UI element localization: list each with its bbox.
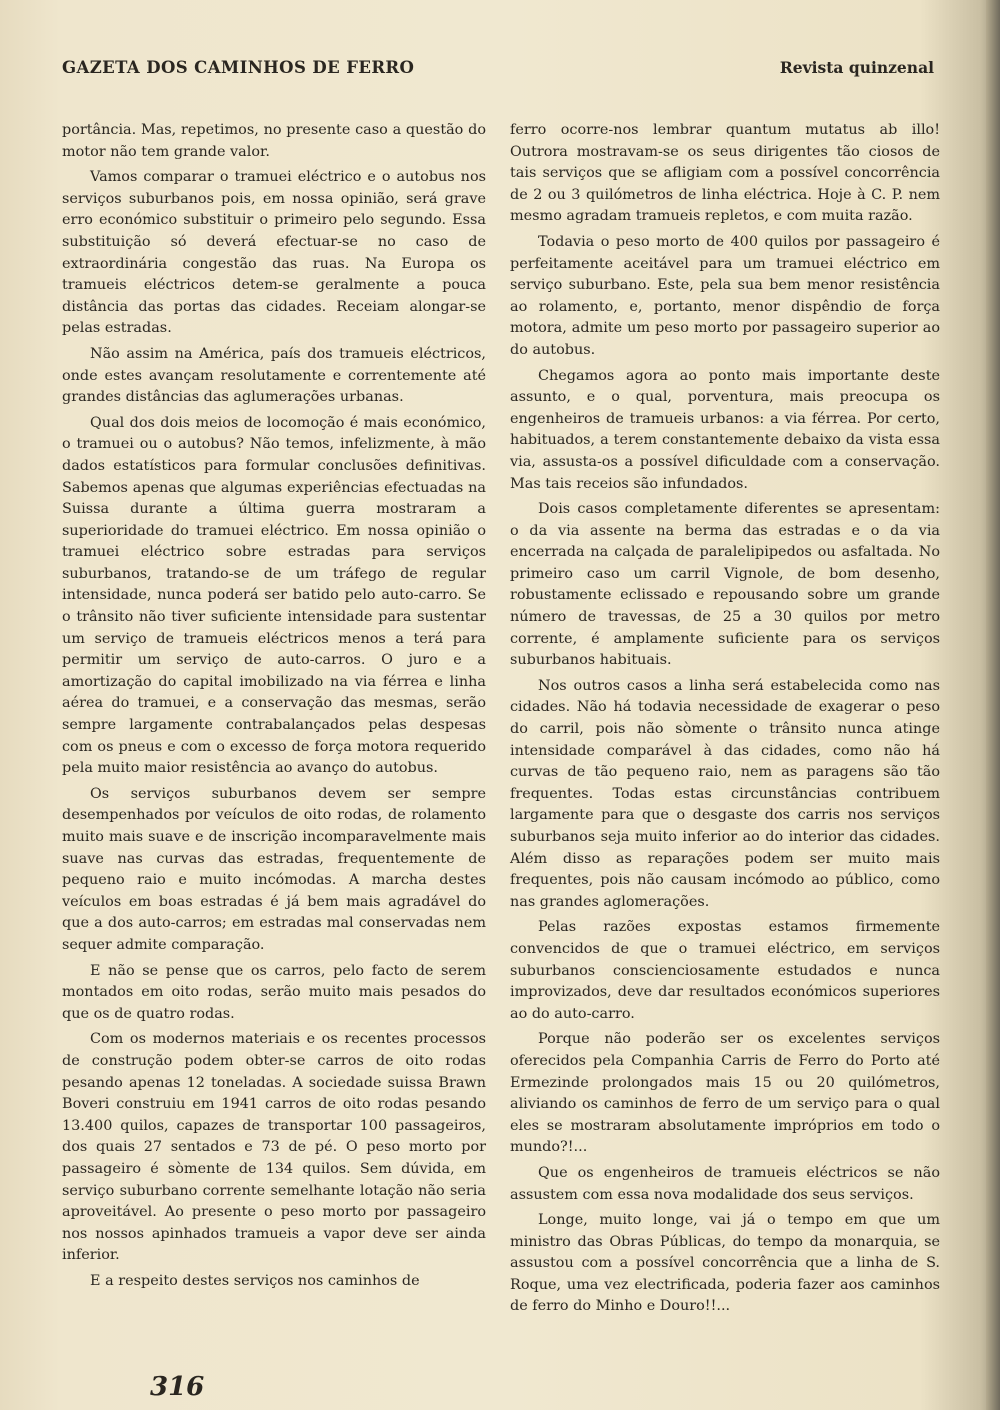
paragraph: Os serviços suburbanos devem ser sempre desempenhados por veículos de oito rodas, de rolamento muito mais suave e de inscrição incomparavelmente mais suave nas curvas das estradas, frequentemente de pequeno raio e muito incómodas. A marcha destes veículos em boas estradas é já bem mais agradável do que a dos auto-carros; em estradas mal conservadas nem sequer admite comparação. bbox=[62, 785, 486, 953]
paragraph: ferro ocorre-nos lembrar quantum mutatus ab illo! Outrora mostravam-se os seus dirigentes tão ciosos de tais serviços que se afligiam com a possível concorrência de 2 ou 3 quilómetros de linha eléctrica. Hoje à C. P. nem mesmo agradam tramueis repletos, e com muita razão. bbox=[510, 122, 940, 225]
page-edge-shadow bbox=[986, 0, 1000, 1410]
paragraph: Nos outros casos a linha será estabelecida como nas cidades. Não há todavia necessidade de exagerar o peso do carril, pois não sòmente o trânsito nunca atinge intensidade comparável à das cidades, como não há curvas de tão pequeno raio, nem as paragens são tão frequentes. Todas estas circunstâncias contribuem largamente para que o desgaste dos carris nos serviços suburbanos seja muito inferior ao do interior das cidades. Além disso as reparações podem ser muito mais frequentes, pois não causam incómodo ao público, como nas grandes aglomerações. bbox=[510, 677, 940, 910]
paragraph: Não assim na América, país dos tramueis eléctricos, onde estes avançam resolutamente e correntemente até grandes distâncias das aglumerações urbanas. bbox=[62, 345, 486, 406]
page-number: 316 bbox=[150, 1372, 205, 1402]
right-column bbox=[510, 120, 940, 1322]
left-column bbox=[62, 120, 486, 1296]
paragraph: Todavia o peso morto de 400 quilos por passageiro é perfeitamente aceitável para um tramuei eléctrico em serviço suburbano. Este, pela sua bem menor resistência ao rolamento, e, portanto, menor dispêndio de força motora, admite um peso morto por passageiro superior ao do autobus. bbox=[510, 233, 940, 358]
paragraph: Longe, muito longe, vai já o tempo em que um ministro das Obras Públicas, do tempo da monarquia, se assustou com a possível concorrência que a linha de S. Roque, uma vez electrificada, poderia fazer aos caminhos de ferro do Minho e Douro!!... bbox=[510, 1212, 940, 1315]
paragraph: Qual dos dois meios de locomoção é mais económico, o tramuei ou o autobus? Não temos, infelizmente, à mão dados estatísticos para formular conclusões definitivas. Sabemos apenas que algumas experiências efectuadas na Suissa durante a última guerra mostraram a superioridade do tramuei eléctrico. Em nossa opinião o tramuei eléctrico sobre estradas para serviços suburbanos, tratando-se de um tráfego de regular intensidade, nunca poderá ser batido pelo auto-carro. Se o trânsito não tiver suficiente intensidade para sustentar um serviço de tramueis eléctricos menos a terá para permitir um serviço de auto-carros. O juro e a amortização do capital imobilizado na via férrea e linha aérea do tramuei, e a conservação das mesmas, serão sempre largamente contrabalançados pelas despesas com os pneus e com o excesso de força motora requerido pela muito maior resistência ao avanço do autobus. bbox=[62, 414, 486, 777]
paragraph: E a respeito destes serviços nos caminhos de bbox=[90, 1272, 420, 1289]
paragraph: Que os engenheiros de tramueis eléctricos se não assustem com essa nova modalidade dos seus serviços. bbox=[510, 1164, 940, 1203]
paragraph: portância. Mas, repetimos, no presente caso a questão do motor não tem grande valor. bbox=[62, 122, 486, 160]
journal-title: GAZETA DOS CAMINHOS DE FERRO bbox=[62, 58, 415, 77]
paragraph: Porque não poderão ser os excelentes serviços oferecidos pela Companhia Carris de Ferro do Porto até Ermezinde prolongados mais 15 ou 20 quilómetros, aliviando os caminhos de ferro de um serviço para o qual eles se mostraram absolutamente impróprios em todo o mundo?!... bbox=[510, 1031, 940, 1156]
paragraph: Dois casos completamente diferentes se apresentam: o da via assente na berma das estradas e o da via encerrada na calçada de paralelipipedos ou asfaltada. No primeiro caso um carril Vignole, de bom desenho, robustamente eclissado e repousando sobre um grande número de travessas, de 25 a 30 quilos por metro corrente, é amplamente suficiente para os serviços suburbanos habituais. bbox=[510, 501, 940, 669]
paragraph: E não se pense que os carros, pelo facto de serem montados em oito rodas, serão muito mais pesados do que os de quatro rodas. bbox=[62, 962, 486, 1022]
paragraph: Com os modernos materiais e os recentes processos de construção podem obter-se carros de oito rodas pesando apenas 12 toneladas. A sociedade suissa Brawn Boveri construiu em 1941 carros de oito rodas pesando 13.400 quilos, capazes de transportar 100 passageiros, dos quais 27 sentados e 73 de pé. O peso morto por passageiro é sòmente de 134 quilos. Sem dúvida, em serviço suburbano corrente semelhante lotação não seria aproveitável. Ao presente o peso morto por passageiro nos nossos apinhados tramueis a vapor deve ser ainda inferior. bbox=[62, 1031, 486, 1264]
paragraph: Chegamos agora ao ponto mais importante deste assunto, e o qual, porventura, mais preocupa os engenheiros de tramueis urbanos: a via férrea. Por certo, habituados, a terem constantemente debaixo da vista essa via, assusta-os a possível dificuldade com a conservação. Mas tais receios são infundados. bbox=[510, 367, 940, 492]
paragraph: Pelas razões expostas estamos firmemente convencidos de que o tramuei eléctrico, em serviços suburbanos conscienciosamente estudados e nunca improvizados, deve dar resultados económicos superiores ao do auto-carro. bbox=[510, 919, 940, 1022]
journal-subtitle: Revista quinzenal bbox=[779, 58, 934, 77]
paragraph: Vamos comparar o tramuei eléctrico e o autobus nos serviços suburbanos pois, em nossa opinião, será grave erro económico substituir o primeiro pelo segundo. Essa substituição só deverá efectuar-se no caso de extraordinária congestão das ruas. Na Europa os tramueis eléctricos detem-se geralmente a pouca distância das portas das cidades. Receiam alongar-se pelas estradas. bbox=[62, 169, 486, 337]
running-header bbox=[62, 58, 934, 77]
